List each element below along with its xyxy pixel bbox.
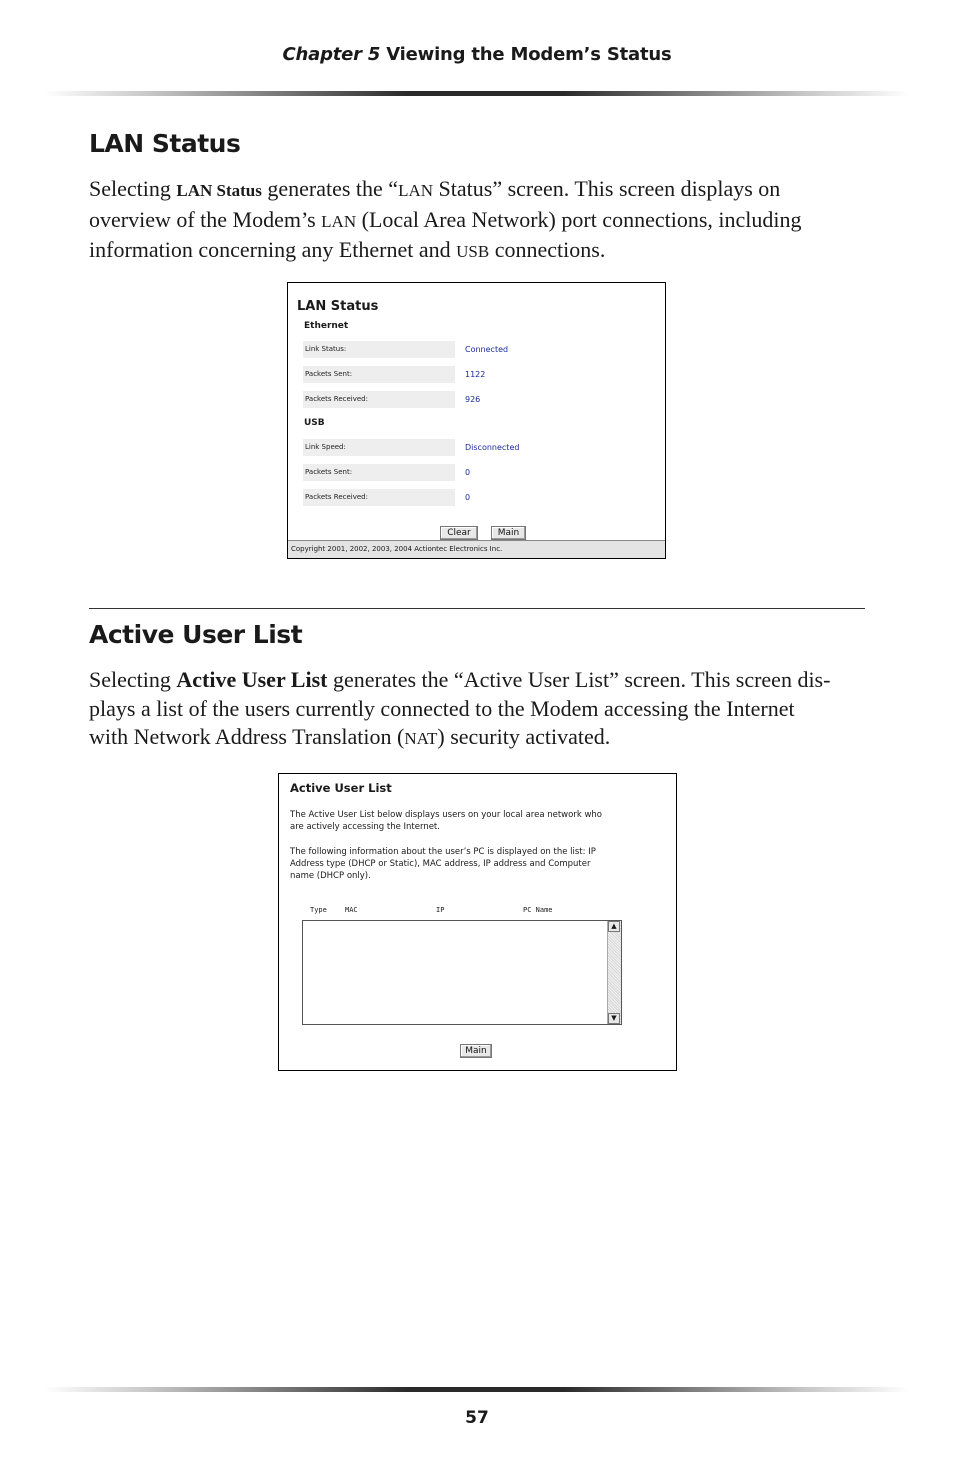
column-header-type: Type [310, 906, 327, 914]
running-header [0, 44, 954, 65]
desc-line: The following information about the user’s PC is displayed on the list: IP [290, 847, 596, 857]
text-run: (Local Area Network) port connections, including [356, 206, 802, 232]
clear-button[interactable]: Clear [440, 526, 478, 540]
eth-packets-received-value: 926 [465, 395, 481, 404]
section-divider [89, 608, 865, 609]
section-title-active-user-list: Active User List [89, 620, 303, 649]
usb-packets-sent-value: 0 [465, 468, 471, 477]
usb-link-speed-label: Link Speed: [303, 439, 455, 456]
section-title-lan-status: LAN Status [89, 129, 241, 158]
column-header-mac: MAC [345, 906, 358, 914]
lan-status-screenshot [287, 282, 666, 559]
header-rule [44, 91, 910, 96]
text-run-smallcaps: LAN [321, 211, 357, 231]
aul-screen-title: Active User List [290, 781, 392, 795]
active-user-list-screenshot [278, 773, 677, 1071]
page-number: 57 [465, 1408, 489, 1428]
eth-link-status-value: Connected [465, 345, 509, 354]
footer-rule [44, 1387, 910, 1392]
text-run: connections. [489, 237, 606, 262]
text-run-smallcaps: USB [456, 242, 490, 261]
text-run: with Network Address Translation ( [89, 724, 405, 749]
eth-packets-sent-label: Packets Sent: [303, 366, 455, 383]
desc-line: Address type (DHCP or Static), MAC address, IP address and Computer [290, 859, 591, 869]
text-run: Selecting [89, 667, 177, 692]
text-run-smallcaps: LAN [398, 181, 434, 200]
main-button[interactable]: Main [491, 526, 526, 540]
desc-line: name (DHCP only). [290, 871, 371, 881]
usb-packets-sent-label: Packets Sent: [303, 464, 455, 481]
text-run: Selecting [89, 176, 177, 201]
eth-packets-sent-value: 1122 [465, 370, 486, 379]
text-run-bold: LAN Status [176, 181, 262, 200]
eth-packets-received-label: Packets Received: [303, 391, 455, 408]
chapter-label: Chapter 5 [282, 44, 381, 65]
usb-packets-received-value: 0 [465, 493, 471, 502]
column-header-ip: IP [436, 906, 445, 914]
text-run: ) security activated. [437, 724, 611, 749]
usb-packets-received-label: Packets Received: [303, 489, 455, 506]
text-run: generates the “Active User List” screen. This screen dis- [327, 667, 831, 692]
desc-line: The Active User List below displays users on your local area network who [290, 810, 602, 820]
lan-screen-title: LAN Status [297, 299, 379, 314]
usb-link-speed-value: Disconnected [465, 443, 520, 452]
aul-description-2 [290, 846, 660, 882]
lan-status-paragraph [89, 175, 869, 267]
active-user-list-paragraph [89, 666, 869, 754]
desc-line: are actively accessing the Internet. [290, 822, 440, 832]
ethernet-heading: Ethernet [304, 321, 349, 331]
scroll-down-arrow-icon[interactable]: ▼ [608, 1013, 620, 1024]
text-run-bold: Active User List [176, 667, 328, 692]
usb-heading: USB [304, 418, 325, 428]
aul-description-1 [290, 809, 660, 833]
list-scrollbar[interactable] [607, 921, 621, 1024]
text-run: plays a list of the users currently connected to the Modem accessing the Internet [89, 695, 795, 721]
user-list-box[interactable] [302, 920, 622, 1025]
aul-main-button[interactable]: Main [460, 1044, 492, 1058]
chapter-title: Viewing the Modem’s Status [386, 44, 672, 65]
column-header-pc-name: PC Name [523, 906, 553, 914]
text-run: overview of the Modem’s [89, 206, 322, 232]
text-run: Status” screen. This screen displays on [433, 176, 781, 201]
copyright-footer: Copyright 2001, 2002, 2003, 2004 Actiontec Electronics Inc. [288, 540, 665, 558]
text-run-smallcaps: NAT [404, 729, 438, 748]
eth-link-status-label: Link Status: [303, 341, 455, 358]
scroll-up-arrow-icon[interactable]: ▲ [608, 921, 620, 932]
text-run: generates the “ [261, 176, 399, 201]
text-run: information concerning any Ethernet and [89, 237, 457, 262]
